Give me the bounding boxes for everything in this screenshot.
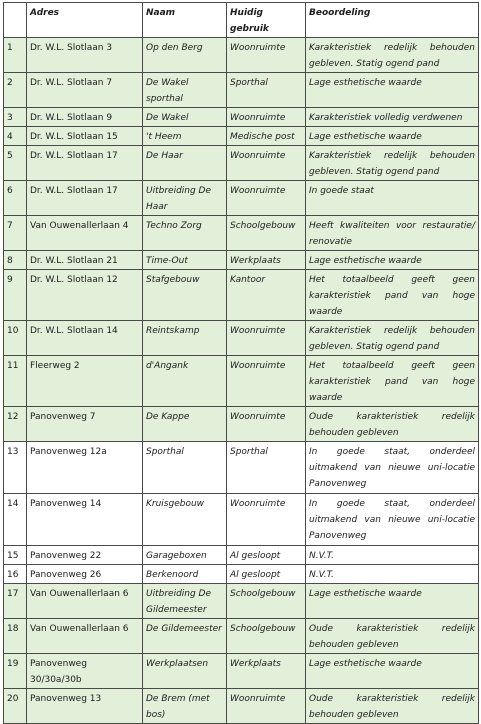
header-rating: Beoordeling [306, 3, 479, 38]
table-row [4, 689, 479, 724]
table-row [4, 108, 479, 127]
row-address: Panovenweg 13 [27, 689, 143, 724]
table-row [4, 546, 479, 565]
row-address: Dr. W.L. Slotlaan 9 [27, 108, 143, 127]
row-number: 15 [4, 546, 27, 565]
table-row [4, 181, 479, 216]
row-rating: Lage esthetische waarde [306, 654, 479, 689]
row-rating: N.V.T. [306, 546, 479, 565]
row-rating: In goede staat, onderdeel uitmakend van nieuwe uni-locatie Panovenweg [306, 442, 479, 494]
row-number: 6 [4, 181, 27, 216]
row-name: Uitbreiding De Haar [143, 181, 227, 216]
row-number: 18 [4, 619, 27, 654]
row-address: Dr. W.L. Slotlaan 21 [27, 251, 143, 270]
row-number: 5 [4, 146, 27, 181]
row-address: Van Ouwenallerlaan 6 [27, 619, 143, 654]
row-address: Van Ouwenallerlaan 6 [27, 584, 143, 619]
row-current-use: Medische post [227, 127, 306, 146]
row-address: Panovenweg 7 [27, 407, 143, 442]
row-number: 4 [4, 127, 27, 146]
row-number: 8 [4, 251, 27, 270]
row-current-use: Al gesloopt [227, 546, 306, 565]
row-number: 11 [4, 356, 27, 407]
row-number: 2 [4, 73, 27, 108]
row-number: 10 [4, 321, 27, 356]
row-number: 3 [4, 108, 27, 127]
row-current-use: Kantoor [227, 270, 306, 321]
row-number: 13 [4, 442, 27, 494]
row-address: Dr. W.L. Slotlaan 17 [27, 181, 143, 216]
row-rating: Lage esthetische waarde [306, 127, 479, 146]
table-body [4, 38, 479, 724]
row-address: Panovenweg 14 [27, 494, 143, 546]
table-row [4, 654, 479, 689]
row-current-use: Woonruimte [227, 689, 306, 724]
row-name: Berkenoord [143, 565, 227, 584]
row-current-use: Sporthal [227, 73, 306, 108]
row-rating: Karakteristiek redelijk behouden gebleven. Statig ogend pand [306, 321, 479, 356]
row-rating: Karakteristiek volledig verdwenen [306, 108, 479, 127]
row-name: Werkplaatsen [143, 654, 227, 689]
buildings-table [3, 2, 479, 724]
row-rating: Karakteristiek redelijk behouden gebleven. Statig ogend pand [306, 146, 479, 181]
row-name: Stafgebouw [143, 270, 227, 321]
table-row [4, 270, 479, 321]
header-address: Adres [27, 3, 143, 38]
row-address: Van Ouwenallerlaan 4 [27, 216, 143, 251]
row-name: Kruisgebouw [143, 494, 227, 546]
row-address: Fleerweg 2 [27, 356, 143, 407]
row-number: 14 [4, 494, 27, 546]
row-address: Dr. W.L. Slotlaan 17 [27, 146, 143, 181]
row-current-use: Sporthal [227, 442, 306, 494]
row-number: 19 [4, 654, 27, 689]
row-rating: Lage esthetische waarde [306, 73, 479, 108]
row-current-use: Schoolgebouw [227, 619, 306, 654]
table-row [4, 407, 479, 442]
row-name: Sporthal [143, 442, 227, 494]
row-current-use: Woonruimte [227, 407, 306, 442]
row-rating: Karakteristiek redelijk behouden gebleven. Statig ogend pand [306, 38, 479, 73]
row-name: Reintskamp [143, 321, 227, 356]
row-name: 't Heem [143, 127, 227, 146]
row-address: Dr. W.L. Slotlaan 14 [27, 321, 143, 356]
row-address: Panovenweg 26 [27, 565, 143, 584]
row-current-use: Woonruimte [227, 146, 306, 181]
row-address: Dr. W.L. Slotlaan 7 [27, 73, 143, 108]
row-name: Time-Out [143, 251, 227, 270]
row-rating: In goede staat, onderdeel uitmakend van nieuwe uni-locatie Panovenweg [306, 494, 479, 546]
row-rating: Oude karakteristiek redelijk behouden gebleven [306, 407, 479, 442]
header-name: Naam [143, 3, 227, 38]
row-rating: Heeft kwaliteiten voor restauratie/ renovatie [306, 216, 479, 251]
row-rating: Lage esthetische waarde [306, 584, 479, 619]
row-address: Panovenweg 30/30a/30b [27, 654, 143, 689]
header-current-use: Huidig gebruik [227, 3, 306, 38]
row-number: 9 [4, 270, 27, 321]
row-name: Garageboxen [143, 546, 227, 565]
row-name: Techno Zorg [143, 216, 227, 251]
row-rating: Oude karakteristiek redelijk behouden gebleven [306, 689, 479, 724]
row-current-use: Woonruimte [227, 38, 306, 73]
row-address: Panovenweg 22 [27, 546, 143, 565]
row-name: Op den Berg [143, 38, 227, 73]
row-number: 20 [4, 689, 27, 724]
table-row [4, 442, 479, 494]
table-row [4, 38, 479, 73]
row-current-use: Woonruimte [227, 494, 306, 546]
row-number: 7 [4, 216, 27, 251]
row-name: Uitbreiding De Gildemeester [143, 584, 227, 619]
row-rating: Het totaalbeeld geeft geen karakteristiek pand van hoge waarde [306, 270, 479, 321]
header-row [4, 3, 479, 38]
row-name: De Brem (met bos) [143, 689, 227, 724]
row-rating: Oude karakteristiek redelijk behouden gebleven [306, 619, 479, 654]
row-current-use: Al gesloopt [227, 565, 306, 584]
row-current-use: Werkplaats [227, 251, 306, 270]
row-address: Panovenweg 12a [27, 442, 143, 494]
row-address: Dr. W.L. Slotlaan 15 [27, 127, 143, 146]
header-number [4, 3, 27, 38]
row-number: 17 [4, 584, 27, 619]
table-row [4, 127, 479, 146]
table-row [4, 321, 479, 356]
row-rating: Het totaalbeeld geeft geen karakteristiek pand van hoge waarde [306, 356, 479, 407]
row-number: 12 [4, 407, 27, 442]
row-address: Dr. W.L. Slotlaan 3 [27, 38, 143, 73]
row-rating: In goede staat [306, 181, 479, 216]
row-name: De Wakel [143, 108, 227, 127]
table-row [4, 619, 479, 654]
table-row [4, 584, 479, 619]
table-row [4, 356, 479, 407]
table-row [4, 146, 479, 181]
row-current-use: Schoolgebouw [227, 216, 306, 251]
row-name: De Haar [143, 146, 227, 181]
row-name: d'Angank [143, 356, 227, 407]
table-row [4, 251, 479, 270]
row-number: 16 [4, 565, 27, 584]
table-row [4, 494, 479, 546]
row-current-use: Woonruimte [227, 356, 306, 407]
table-row [4, 216, 479, 251]
table-row [4, 565, 479, 584]
row-current-use: Woonruimte [227, 181, 306, 216]
row-name: De Gildemeester [143, 619, 227, 654]
row-address: Dr. W.L. Slotlaan 12 [27, 270, 143, 321]
row-current-use: Werkplaats [227, 654, 306, 689]
table-row [4, 73, 479, 108]
row-rating: N.V.T. [306, 565, 479, 584]
row-current-use: Schoolgebouw [227, 584, 306, 619]
row-current-use: Woonruimte [227, 108, 306, 127]
row-current-use: Woonruimte [227, 321, 306, 356]
row-rating: Lage esthetische waarde [306, 251, 479, 270]
row-name: De Wakel sporthal [143, 73, 227, 108]
row-name: De Kappe [143, 407, 227, 442]
row-number: 1 [4, 38, 27, 73]
